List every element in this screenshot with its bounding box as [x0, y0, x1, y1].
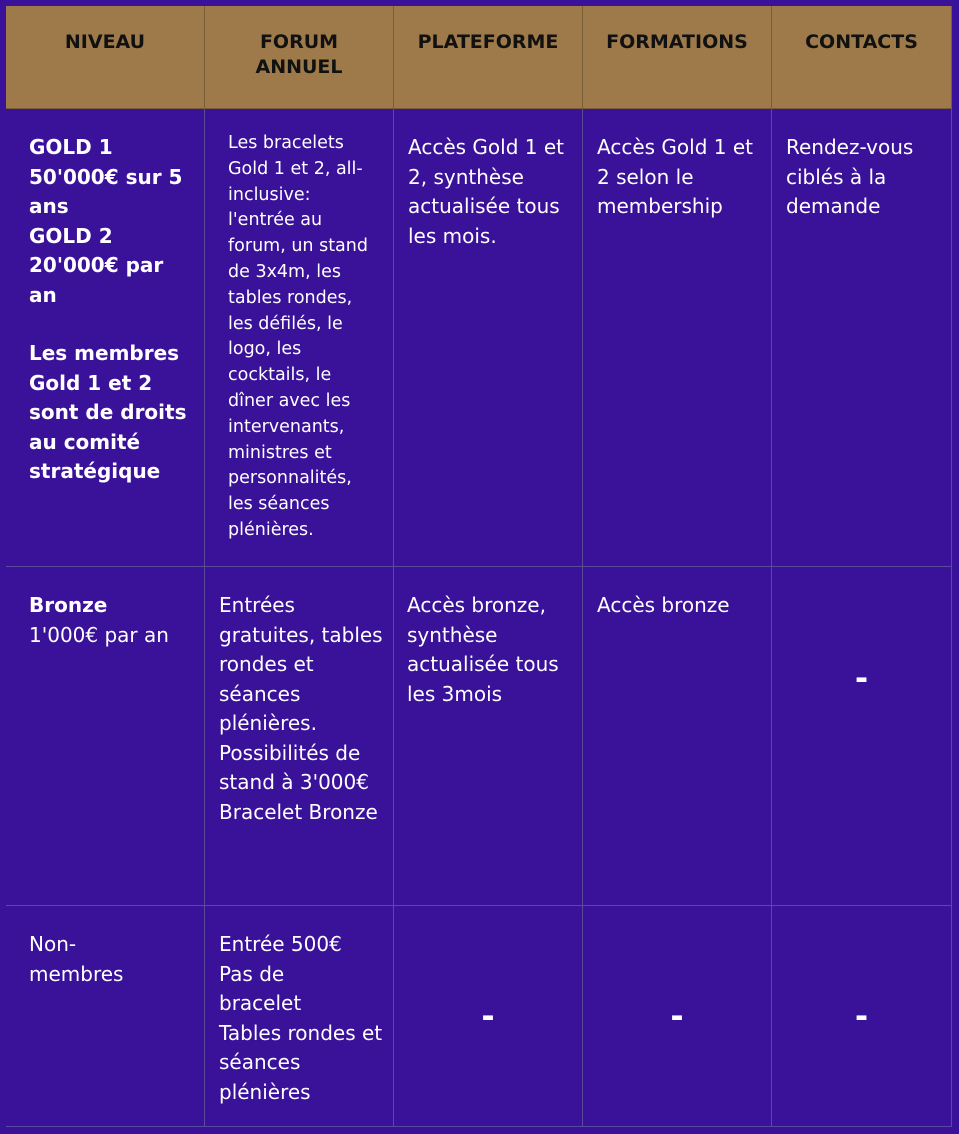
- gold-level-cell: [6, 109, 205, 567]
- bronze-contacts-cell: [772, 567, 952, 906]
- header-forum-annuel: [205, 6, 394, 109]
- header-niveau-label: NIVEAU: [64, 31, 146, 53]
- nonmembers-formations-dash: -: [670, 997, 684, 1035]
- header-plateforme-label: PLATEFORME: [417, 31, 559, 53]
- nonmembers-plateforme-cell: [394, 906, 583, 1127]
- nonmembers-forum-line2: Pas de bracelet: [219, 961, 302, 1015]
- nonmembers-forum-cell: [205, 906, 394, 1127]
- bronze-forum-line2: Possibilités de stand à 3'000€: [219, 740, 369, 794]
- bronze-level-price: 1'000€ par an: [29, 622, 169, 647]
- gold-level-line4: 20'000€ par an: [29, 253, 164, 307]
- nonmembers-level-cell: [6, 906, 205, 1127]
- nonmembers-level-text: Non-membres: [29, 932, 124, 986]
- bronze-level-cell: [6, 567, 205, 906]
- header-forum-line1: FORUM: [259, 31, 339, 53]
- gold-formations-text: Accès Gold 1 et 2 selon le membership: [597, 135, 753, 218]
- header-formations-label: FORMATIONS: [606, 31, 748, 53]
- nonmembers-forum-line3: Tables rondes et séances plénières: [219, 1020, 383, 1104]
- gold-contacts-cell: [772, 109, 952, 567]
- bronze-formations-text: Accès bronze: [597, 593, 730, 617]
- bronze-plateforme-text: Accès bronze, synthèse actualisée tous les 3mois: [407, 593, 559, 706]
- gold-level-line3: GOLD 2: [29, 223, 113, 248]
- gold-plateforme-text: Accès Gold 1 et 2, synthèse actualisée tous les mois.: [408, 135, 564, 248]
- gold-plateforme-cell: [394, 109, 583, 567]
- gold-contacts-text: Rendez-vous ciblés à la demande: [786, 135, 914, 218]
- bronze-forum-line1: Entrées gratuites, tables rondes et séances plénières.: [219, 593, 383, 735]
- header-contacts-label: CONTACTS: [805, 31, 918, 53]
- gold-level-line1: GOLD 1: [29, 135, 113, 159]
- bronze-forum-line3: Bracelet Bronze: [219, 799, 378, 824]
- nonmembers-forum-line1: Entrée 500€: [219, 932, 342, 956]
- nonmembers-formations-cell: [583, 906, 772, 1127]
- nonmembers-contacts-dash: -: [854, 997, 869, 1035]
- header-plateforme: [394, 6, 583, 109]
- membership-table: [6, 6, 952, 1127]
- bronze-contacts-dash: -: [854, 659, 869, 697]
- header-forum-line2: ANNUEL: [255, 56, 343, 78]
- bronze-formations-cell: [583, 567, 772, 906]
- header-formations: [583, 6, 772, 109]
- bronze-forum-cell: [205, 567, 394, 906]
- header-contacts: [772, 6, 952, 109]
- gold-level-note: Les membres Gold 1 et 2 sont de droits au comité stratégique: [29, 341, 187, 483]
- gold-forum-cell: [205, 109, 394, 567]
- nonmembers-plateforme-dash: -: [481, 997, 495, 1035]
- bronze-plateforme-cell: [394, 567, 583, 906]
- gold-level-line2: 50'000€ sur 5 ans: [29, 164, 183, 218]
- gold-forum-text: Les bracelets Gold 1 et 2, all-inclusive: l'entrée au forum, un stand de 3x4m, les tables rondes, les défilés, le logo, les cocktails, le dîner avec les intervenants, ministres et personnalités, les séances plénières.: [228, 133, 368, 540]
- bronze-level-name: Bronze: [29, 593, 108, 617]
- gold-formations-cell: [583, 109, 772, 567]
- nonmembers-contacts-cell: [772, 906, 952, 1127]
- header-niveau: [6, 6, 205, 109]
